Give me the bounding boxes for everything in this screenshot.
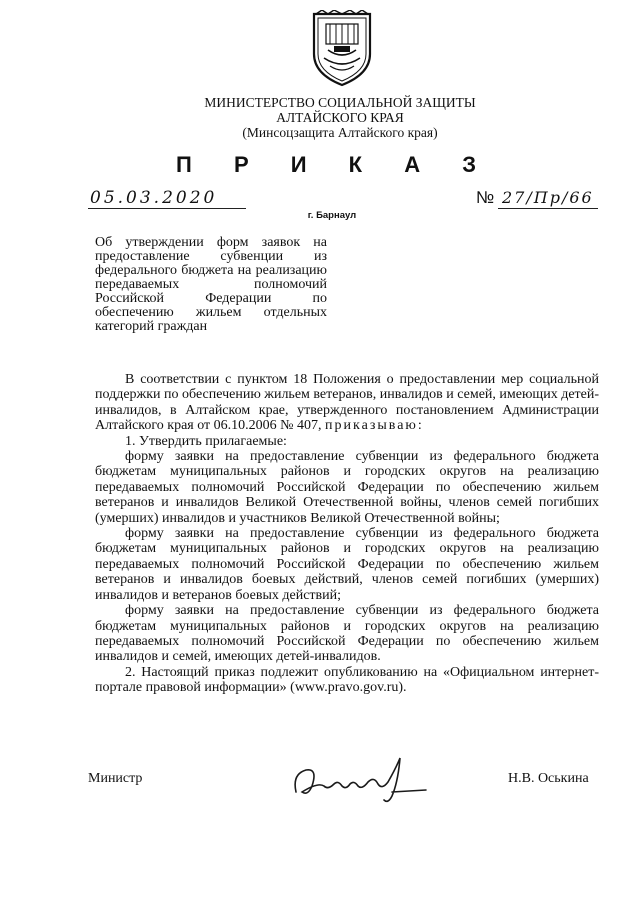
body-paragraph-text: В соответствии с пунктом 18 Положения о предоставлении мер социальной поддержки по обеспечению жильем ветеранов, инвалидов и семей, имеющих детей-инвалидов, в Алтайском крае, утвержденного постановлением Администрации Алтайского края от 06.10.2006 № 407, [95,372,600,434]
document-number: 27/Пр/66 [502,188,594,207]
document-body [95,372,599,696]
body-paragraph: 1. Утвердить прилагаемые: [125,433,287,449]
coat-of-arms-icon [308,10,376,88]
document-city: г. Барнаул [307,210,357,221]
body-paragraph: 2. Настоящий приказ подлежит опубликованию на «Официальном интернет-портале правовой информации» (www.pravo.gov.ru). [95,664,599,696]
org-name-line3: (Минсоцзащита Алтайского края) [242,125,438,140]
document-title: П Р И К А З [176,152,494,177]
signer-name: Н.В. Оськина [508,771,589,786]
order-keyword: приказываю: [325,418,424,434]
signer-position: Министр [88,771,143,786]
body-paragraph [95,372,599,434]
handwritten-signature-icon [288,752,438,808]
date-underline [88,208,246,209]
body-paragraph: форму заявки на предоставление субвенции из федерального бюджета бюджетам муниципальных районов и городских округов на реализацию передаваемых полномочий Российской Федерации по обеспечению жильем ветеранов и инвалидов боевых действий, членов семей погибших (умерших) инвалидов и ветеранов боевых действий; [95,526,599,603]
document-date: 05.03.2020 [90,188,218,208]
body-paragraph: форму заявки на предоставление субвенции из федерального бюджета бюджетам муниципальных районов и городских округов на реализацию передаваемых полномочий Российской Федерации по обеспечению жильем инвалидов и семей, имеющих детей-инвалидов. [95,603,599,665]
org-name-line2: АЛТАЙСКОГО КРАЯ [276,110,404,125]
org-name-line1: МИНИСТЕРСТВО СОЦИАЛЬНОЙ ЗАЩИТЫ [204,95,476,110]
number-underline [498,208,598,209]
document-subject: Об утверждении форм заявок на предоставление субвенции из федерального бюджета на реализацию передаваемых полномочий Российской Федерации по обеспечению жильем отдельных категорий граждан [95,235,327,334]
body-paragraph: форму заявки на предоставление субвенции из федерального бюджета бюджетам муниципальных районов и городских округов на реализацию передаваемых полномочий Российской Федерации по обеспечению жильем ветеранов и инвалидов Великой Отечественной войны, членов семей погибших (умерших) инвалидов и участников Великой Отечественной войны; [95,449,599,526]
number-sign: № [476,188,495,207]
